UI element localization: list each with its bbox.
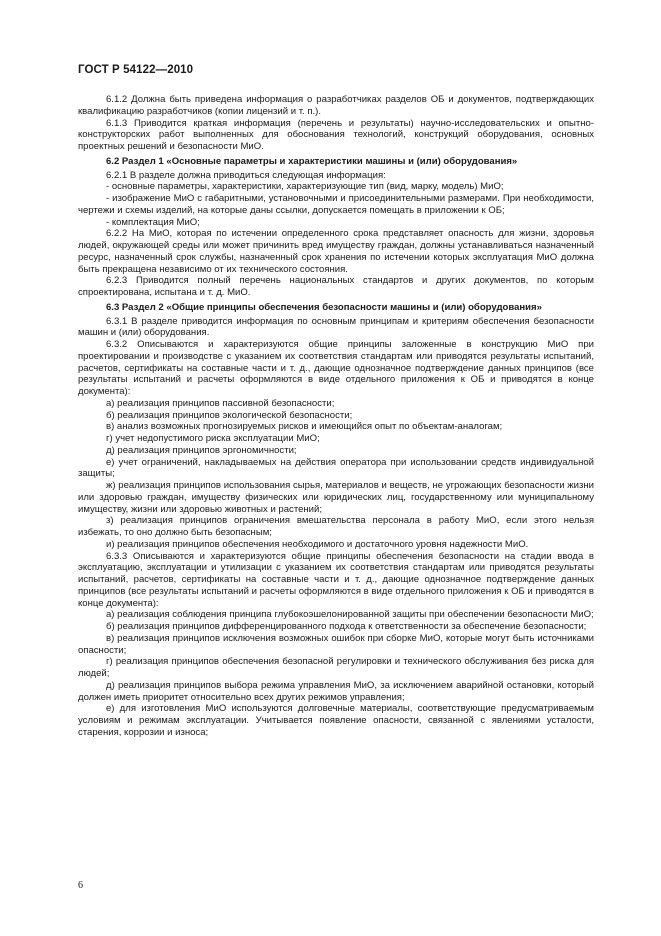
document-body — [78, 94, 594, 739]
paragraph-6-3-3: 6.3.3 Описываются и характеризуются общие принципы обеспечения безопасности на стадии ввода в эксплуатацию, эксплуатации и утилизации с указанием их соответствия стандартам или приводятся результаты испытаний, расчетов, сертификаты на составные части и т. д., дающие однозначное подтверждение данных принципов (все результаты испытаний и расчеты оформляются в виде отдельного приложения к ОБ и приводятся в конце документа): — [78, 550, 594, 609]
list-item: б) реализация принципов дифференцированного подхода к ответственности за обеспечение безопасности; — [106, 621, 587, 632]
list-item: д) реализация принципов выбора режима управления МиО, за исключением аварийной остановки, который должен иметь приоритет относительно всех других режимов управления; — [78, 679, 594, 703]
list-item: а) реализация соблюдения принципа глубокоэшелонированной защиты при обеспечении безопасности МиО; — [106, 609, 594, 621]
list-item: з) реализация принципов ограничения вмешательства персонала в работу МиО, если этого нельзя избежать, то оно должно быть безопасным; — [78, 515, 594, 538]
page-number: 6 — [78, 880, 83, 891]
list-item: и) реализация принципов обеспечения необходимого и достаточного уровня надежности МиО. — [106, 538, 529, 550]
list-item: в) реализация принципов исключения возможных ошибок при сборке МиО, которые могут быть источниками опасности; — [78, 632, 594, 656]
list-item: ж) реализация принципов использования сырья, материалов и веществ, не угрожающих безопасности жизни или здоровью граждан, имуществу физических или юридических лиц, государственному или муниципальному имуществу, жизни или здоровью животных и растений; — [78, 480, 594, 515]
list-item: а) реализация принципов пассивной безопасности; — [106, 397, 335, 409]
list-item: - комплектация МиО; — [106, 216, 200, 228]
standard-designation: ГОСТ Р 54122—2010 — [78, 64, 194, 76]
list-item: г) реализация принципов обеспечения безопасной регулировки и технического обслуживания без риска для людей; — [78, 656, 594, 679]
list-item: - изображение МиО с габаритными, установочными и присоединительными размерами. При необходимости, чертежи и схемы изделий, на которые даны ссылки, допускается помещать в приложении к ОБ; — [78, 193, 594, 216]
section-heading-6-3: 6.3 Раздел 2 «Общие принципы обеспечения безопасности машины и (или) оборудования» — [106, 301, 542, 313]
paragraph-6-2-1: 6.2.1 В разделе должна приводиться следующая информация: — [106, 169, 386, 181]
section-heading-6-2: 6.2 Раздел 1 «Основные параметры и характеристики машины и (или) оборудования» — [106, 155, 518, 167]
list-item: е) для изготовления МиО используются долговечные материалы, соответствующие предусматриваемым условиям и режимам эксплуатации. Учитывается появление опасности, связанной с явлениями усталости, старения, коррозии и износа; — [78, 703, 594, 738]
list-item: б) реализация принципов экологической безопасности; — [106, 409, 353, 421]
paragraph-6-2-2: 6.2.2 На МиО, которая по истечении определенного срока представляет опасность для жизни, здоровья людей, окружающей среды или может причинить вред имуществу граждан, должны устанавливаться назначенный ресурс, назначенный срок службы, назначенный срок хранения по истечении которых эксплуатация МиО должна быть прекращена независимо от их технического состояния. — [78, 228, 594, 275]
paragraph-6-3-2: 6.3.2 Описываются и характеризуются общие принципы заложенные в конструкцию МиО при проектировании и производстве с указанием их соответствия стандартам или приводятся результаты испытаний, расчетов, сертификаты на составные части и т. д., дающие однозначное подтверждение данных принципов (все результаты испытаний и расчеты оформляются в виде отдельного приложения к ОБ и приводятся в конце документа): — [78, 339, 594, 397]
list-item: в) анализ возможных прогнозируемых рисков и имеющийся опыт по объектам-аналогам; — [106, 421, 503, 433]
list-item: е) учет ограничений, накладываемых на действия оператора при использовании средств индивидуальной защиты; — [78, 456, 594, 480]
list-item: г) учет недопустимого риска эксплуатации МиО; — [106, 433, 320, 444]
list-item: - основные параметры, характеристики, характеризующие тип (вид, марку, модель) МиО; — [106, 181, 504, 193]
paragraph-6-1-3: 6.1.3 Приводится краткая информация (перечень и результаты) научно-исследовательских и опытно-конструкторских работ выполненных для обоснования технологий, конструкций оборудования, основных проектных решений и безопасности МиО. — [78, 117, 594, 152]
list-item: д) реализация принципов эргономичности; — [106, 444, 297, 456]
paragraph-6-1-2: 6.1.2 Должна быть приведена информация о разработчиках разделов ОБ и документов, подтверждающих квалификацию разработчиков (копии лицензий и т. п.). — [78, 94, 594, 117]
paragraph-6-2-3: 6.2.3 Приводится полный перечень национальных стандартов и других документов, по которым спроектирована, испытана и т. д. МиО. — [78, 275, 594, 298]
paragraph-6-3-1: 6.3.1 В разделе приводится информация по основным принципам и критериям обеспечения безопасности машин и (или) оборудования. — [78, 315, 594, 339]
